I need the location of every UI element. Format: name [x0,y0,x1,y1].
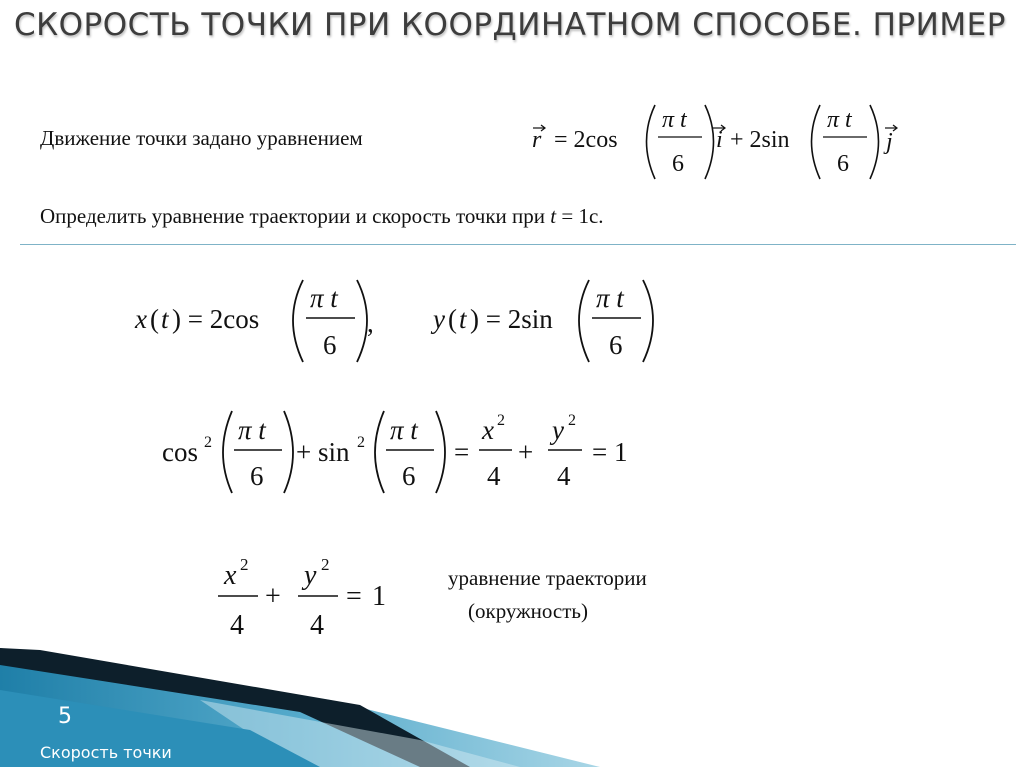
slide-number: 5 [58,704,72,729]
svg-text:π t: π t [238,415,266,445]
trajectory-type-label: (окружность) [468,599,588,623]
svg-text:t: t [459,304,467,334]
svg-text:π t: π t [662,107,687,133]
svg-text:= 2cos: = 2cos [554,127,618,153]
svg-text:t: t [161,304,169,334]
task-statement-question [40,204,604,229]
footer-caption: Скорость точки [40,743,172,762]
svg-text:2: 2 [568,412,576,429]
svg-text:x: x [135,304,147,334]
svg-text:2: 2 [357,434,365,451]
svg-text:4: 4 [557,461,571,491]
svg-text:x: x [224,560,237,591]
svg-text:x: x [482,415,494,445]
svg-text:y: y [552,415,564,445]
svg-text:2: 2 [497,412,505,429]
svg-text:6: 6 [402,461,416,491]
svg-text:(: ( [150,304,159,334]
svg-text:r: r [532,127,542,153]
svg-text:6: 6 [250,461,264,491]
trajectory-label: уравнение траектории [448,566,647,590]
svg-text:y: y [433,304,445,334]
svg-text:+: + [265,581,281,612]
svg-text:6: 6 [609,330,623,360]
svg-text:+ 2sin: + 2sin [730,127,790,153]
slide-title: СКОРОСТЬ ТОЧКИ ПРИ КООРДИНАТНОМ СПОСОБЕ. ПРИМЕР [14,7,1006,43]
identity-equation [162,405,642,500]
svg-text:(: ( [448,304,457,334]
task-statement-motion: Движение точки задано уравнением [40,126,363,150]
svg-text:4: 4 [230,610,244,641]
svg-text:) = 2sin: ) = 2sin [470,304,553,334]
svg-text:= 1: = 1 [592,437,628,467]
divider-line [20,244,1016,245]
svg-text:=: = [454,437,470,467]
svg-text:4: 4 [487,461,501,491]
question-variable: t [550,204,557,228]
svg-text:2: 2 [321,555,330,574]
svg-text:6: 6 [323,330,337,360]
trajectory-equation [218,548,408,643]
svg-text:+: + [518,437,534,467]
svg-text:π t: π t [596,283,624,313]
svg-text:y: y [304,560,317,591]
svg-text:j: j [886,129,893,155]
svg-text:π t: π t [390,415,418,445]
svg-text:=: = [346,581,362,612]
coordinate-equations [135,272,665,367]
svg-text:,: , [367,308,374,338]
svg-text:i: i [716,127,723,153]
svg-text:) = 2cos: ) = 2cos [172,304,260,334]
svg-text:6: 6 [837,151,849,177]
svg-text:1: 1 [372,581,386,612]
svg-text:π t: π t [310,283,338,313]
svg-text:cos: cos [162,437,198,467]
svg-text:+ sin: + sin [296,437,350,467]
svg-text:2: 2 [240,555,249,574]
motion-equation [530,95,910,185]
svg-text:π t: π t [827,107,852,133]
svg-text:6: 6 [672,151,684,177]
svg-text:4: 4 [310,610,324,641]
question-text: Определить уравнение траектории и скорость точки при [40,204,551,228]
svg-text:2: 2 [204,434,212,451]
question-suffix: = 1с. [556,204,604,228]
